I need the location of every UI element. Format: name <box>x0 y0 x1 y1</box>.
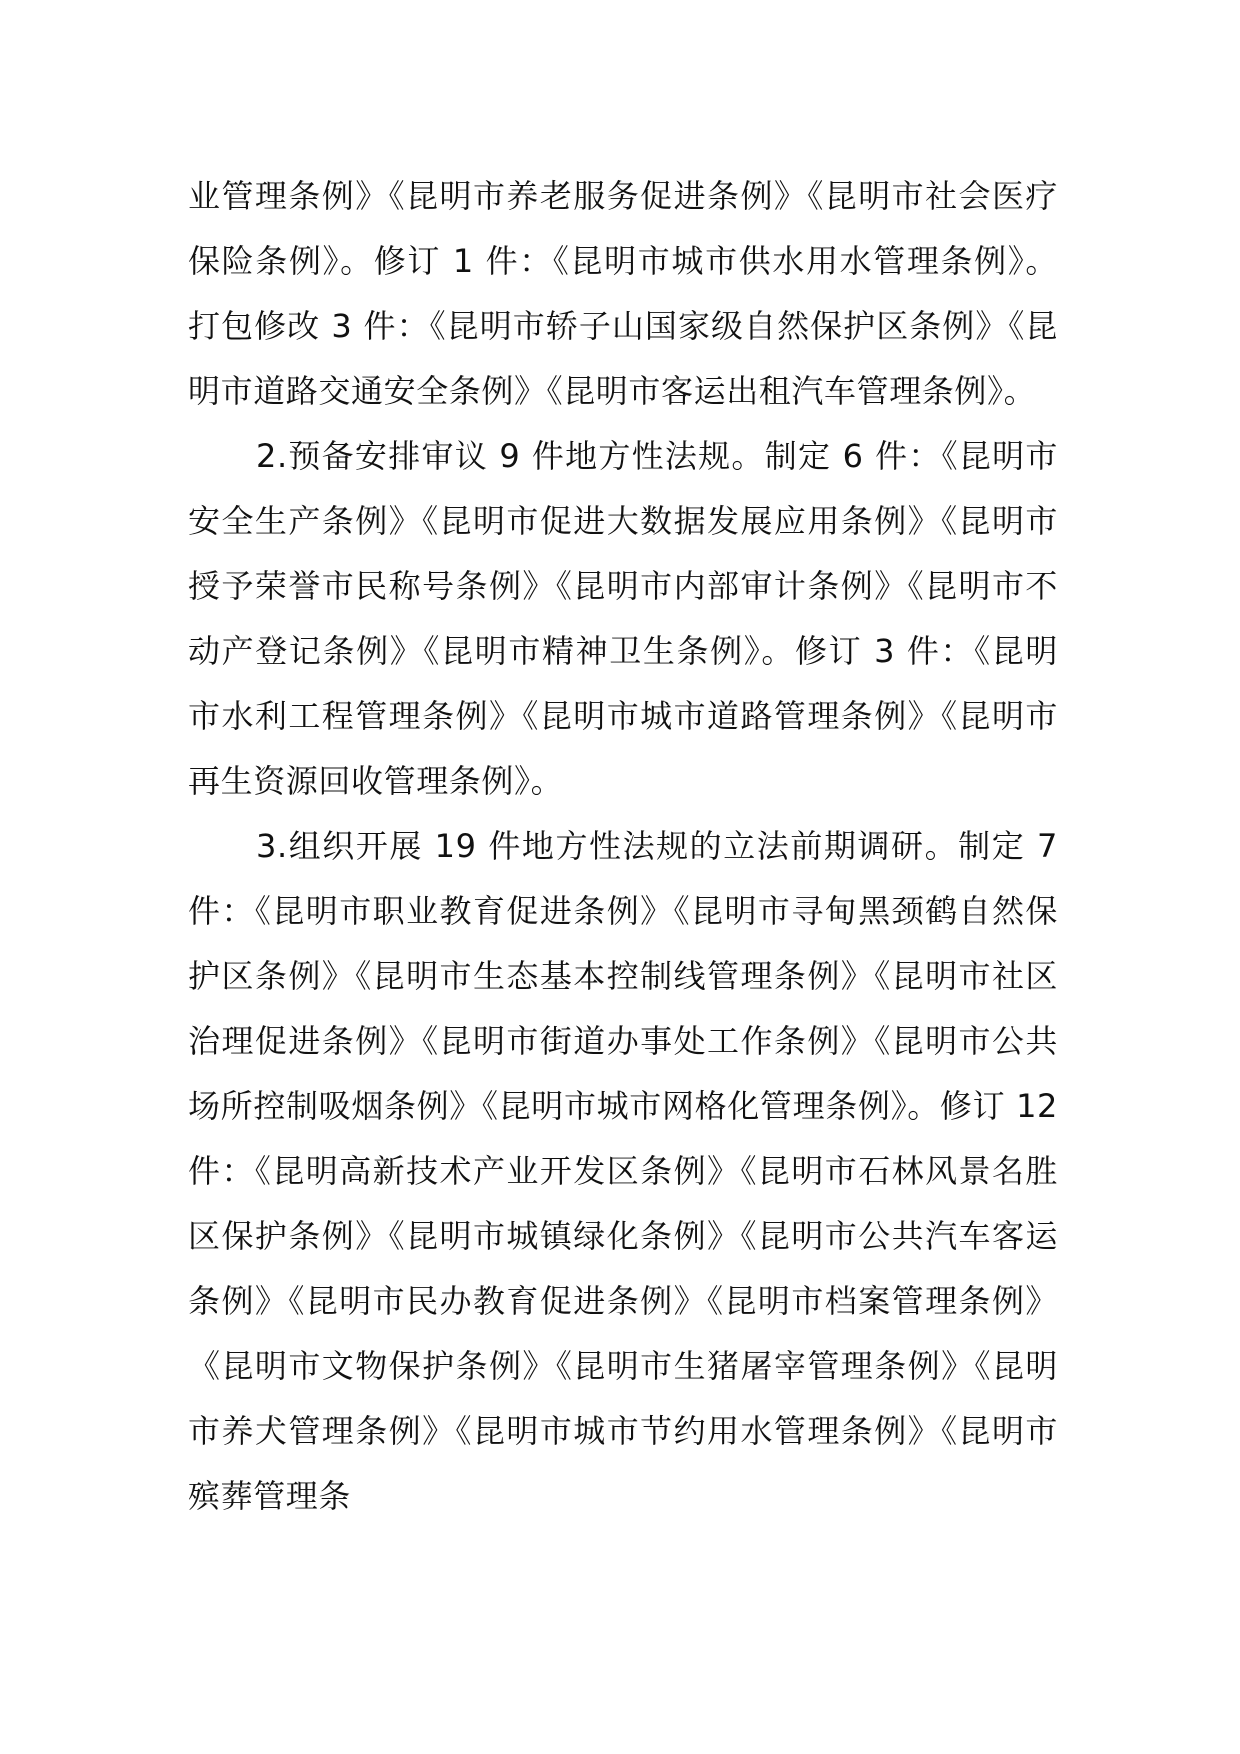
paragraph-item-2: 2.预备安排审议 9 件地方性法规。制定 6 件：《昆明市安全生产条例》《昆明市促进大数据发展应用条例》《昆明市授予荣誉市民称号条例》《昆明市内部审计条例》《昆明市不动产登记条例》《昆明市精神卫生条例》。修订 3 件：《昆明市水利工程管理条例》《昆明市城市道路管理条例》《昆明市再生资源回收管理条例》。 <box>188 437 1058 800</box>
paragraph-continuation: 业管理条例》《昆明市养老服务促进条例》《昆明市社会医疗保险条例》。修订 1 件：《昆明市城市供水用水管理条例》。打包修改 3 件：《昆明市轿子山国家级自然保护区条例》《昆明市道路交通安全条例》《昆明市客运出租汽车管理条例》。 <box>188 177 1058 410</box>
document-body <box>188 164 1058 1529</box>
paragraph-item-3: 3.组织开展 19 件地方性法规的立法前期调研。制定 7 件：《昆明市职业教育促进条例》《昆明市寻甸黑颈鹤自然保护区条例》《昆明市生态基本控制线管理条例》《昆明市社区治理促进条例》《昆明市街道办事处工作条例》《昆明市公共场所控制吸烟条例》《昆明市城市网格化管理条例》。修订 12 件：《昆明高新技术产业开发区条例》《昆明市石林风景名胜区保护条例》《昆明市城镇绿化条例》《昆明市公共汽车客运条例》《昆明市民办教育促进条例》《昆明市档案管理条例》《昆明市文物保护条例》《昆明市生猪屠宰管理条例》《昆明市养犬管理条例》《昆明市城市节约用水管理条例》《昆明市殡葬管理条 <box>188 827 1058 1515</box>
